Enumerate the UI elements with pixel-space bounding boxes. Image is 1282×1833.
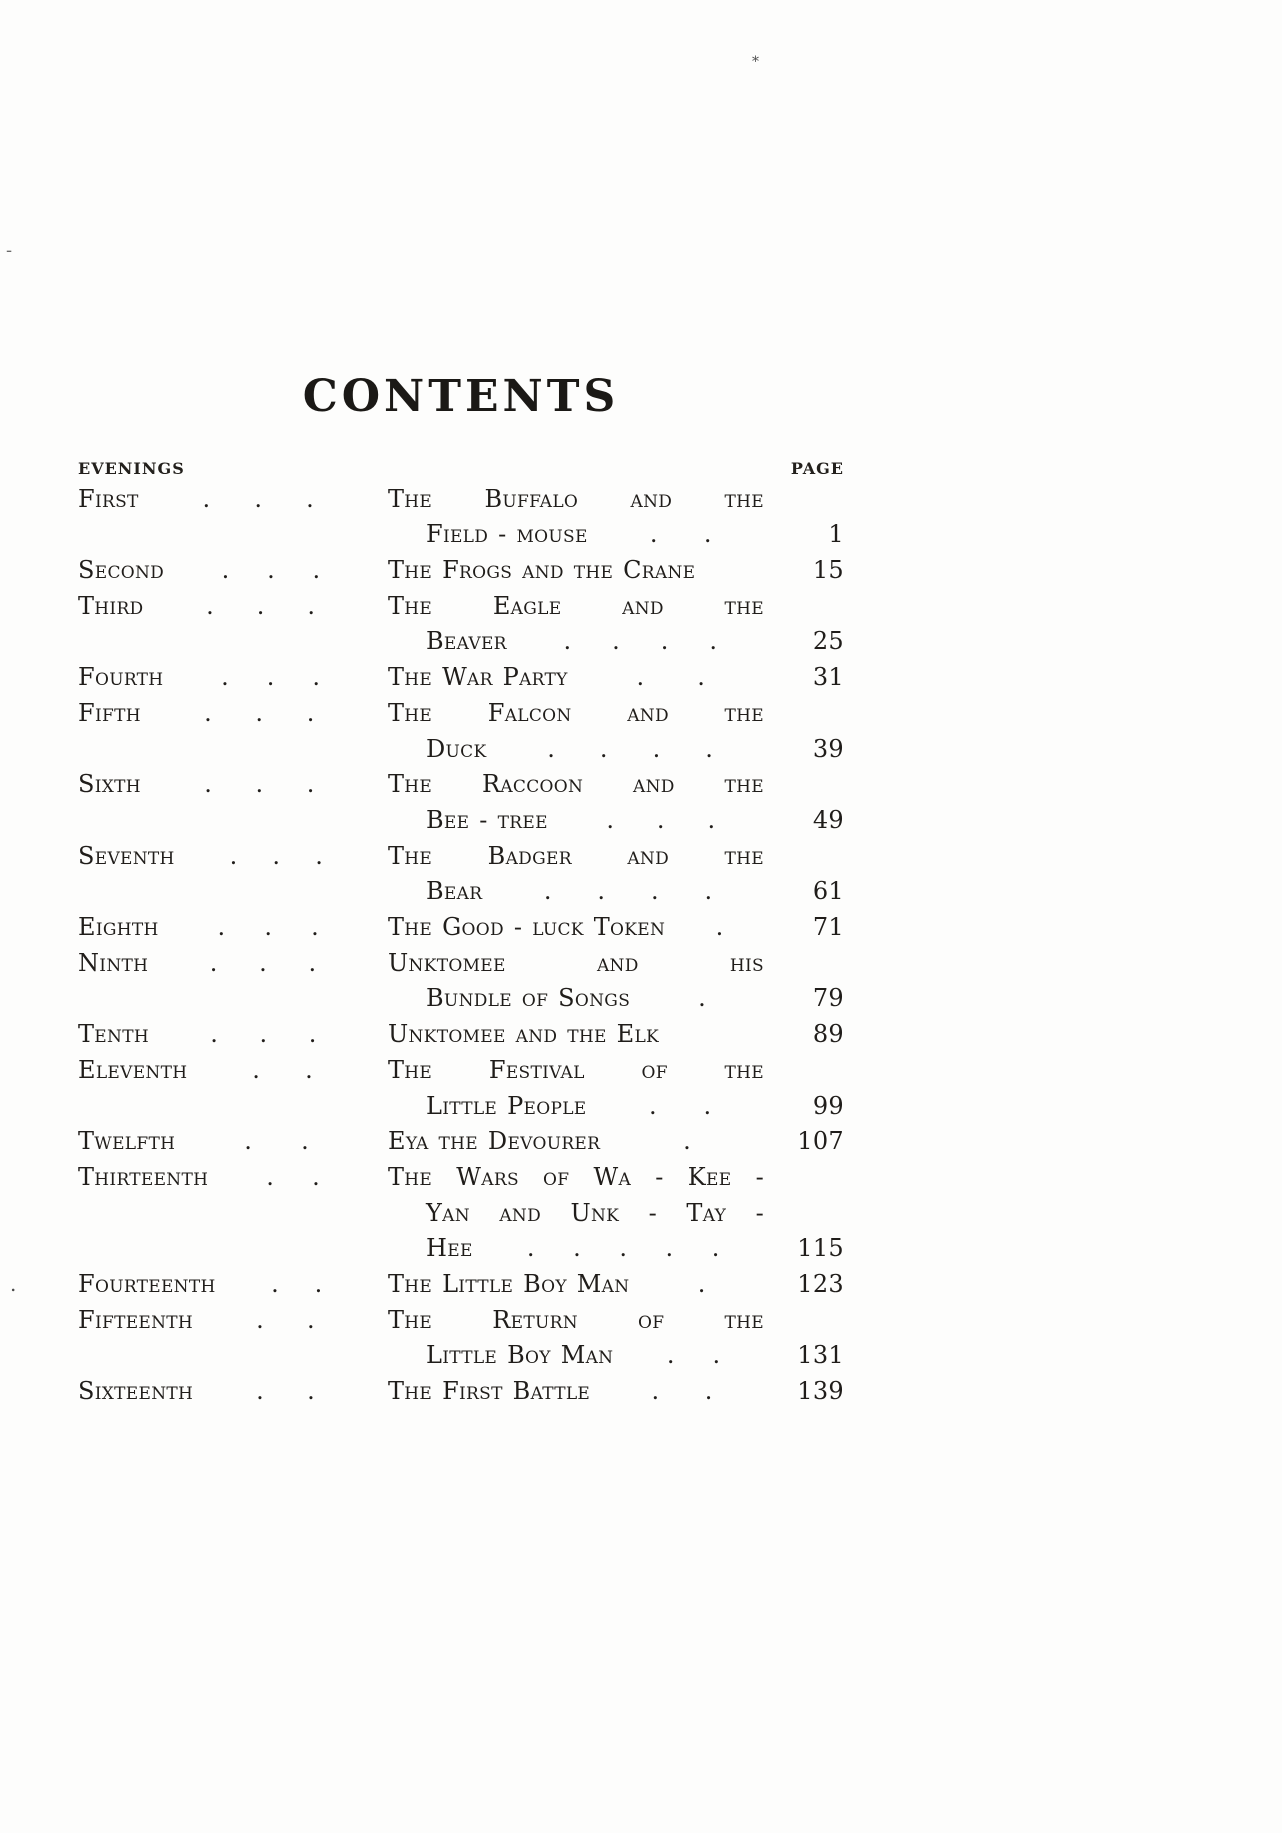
leader-dot: . — [307, 1377, 316, 1406]
leader-dots — [604, 517, 758, 553]
toc-row — [78, 981, 844, 1017]
leader-dot: . — [266, 1162, 275, 1191]
toc-row — [78, 1160, 844, 1196]
leader-dot: . — [254, 484, 263, 513]
evening-cell — [78, 946, 388, 982]
leader-dot: . — [715, 913, 724, 942]
leader-dot: . — [255, 698, 264, 727]
toc-row — [78, 482, 844, 518]
toc-row — [78, 624, 844, 660]
print-artifact-asterisk: * — [752, 54, 759, 70]
story-title: Little People — [426, 1091, 587, 1120]
page-number: 89 — [812, 1020, 844, 1049]
leader-dot: . — [547, 734, 556, 763]
leader-dot: . — [256, 1377, 265, 1406]
toc-row — [78, 874, 844, 910]
leader-dots — [179, 910, 358, 946]
title-cell — [388, 946, 764, 982]
print-artifact-dash: - — [6, 240, 13, 261]
leader-dot: . — [301, 1127, 310, 1156]
leader-dot: . — [704, 1377, 713, 1406]
page-number: 115 — [797, 1234, 844, 1263]
evening-cell — [78, 1124, 388, 1160]
leader-dots — [498, 874, 758, 910]
evening-cell — [78, 482, 388, 518]
leader-dot: . — [307, 591, 316, 620]
toc-row — [78, 946, 844, 982]
evening-cell — [78, 1053, 388, 1089]
story-title: The Raccoon and the — [388, 770, 764, 799]
leader-dot: . — [619, 1234, 628, 1263]
leader-dot: . — [314, 1270, 323, 1299]
page-number: 1 — [828, 520, 844, 549]
evening-ordinal: Sixteenth — [78, 1377, 194, 1406]
leader-dots — [606, 1374, 758, 1410]
toc-rows — [78, 482, 844, 1410]
leader-dot: . — [221, 556, 230, 584]
toc-row — [78, 1303, 844, 1339]
leader-dot: . — [697, 1270, 706, 1299]
page-number: 79 — [812, 984, 844, 1013]
leader-dots — [523, 624, 758, 660]
page-number: 131 — [797, 1341, 844, 1370]
leader-dot: . — [649, 520, 658, 549]
title-cell — [388, 482, 764, 518]
leader-dots — [169, 1017, 358, 1053]
leader-dots — [603, 1089, 758, 1125]
leader-dot: . — [229, 841, 238, 870]
story-title: The Badger and the — [388, 841, 764, 870]
story-title: Bundle of Songs — [426, 984, 631, 1013]
story-title: Hee — [426, 1234, 473, 1263]
leader-dot: . — [305, 1055, 314, 1084]
title-cell — [388, 767, 764, 803]
story-title: The Wars of Wa - Kee - — [388, 1162, 764, 1191]
leader-dot: . — [206, 591, 215, 620]
leader-dot: . — [221, 663, 230, 692]
title-cell — [388, 732, 764, 768]
leader-dot: . — [272, 841, 281, 870]
evening-cell — [78, 1017, 388, 1053]
print-artifact-dot: . — [10, 1272, 17, 1296]
leader-dot: . — [259, 1020, 268, 1049]
leader-dot: . — [308, 1020, 317, 1049]
title-cell — [388, 1196, 764, 1232]
evening-cell — [78, 1303, 388, 1339]
leader-dot: . — [217, 913, 226, 942]
evening-cell — [78, 553, 388, 589]
leader-dot: . — [271, 1270, 280, 1299]
evening-ordinal: Fourth — [78, 663, 164, 692]
page-number: 107 — [797, 1127, 844, 1156]
title-cell — [388, 803, 764, 839]
leader-dot: . — [202, 484, 211, 513]
leader-dots — [681, 910, 758, 946]
leader-dot: . — [312, 663, 321, 692]
leader-dot: . — [306, 698, 315, 727]
toc-row — [78, 910, 844, 946]
leader-dot: . — [308, 948, 317, 977]
evening-ordinal: Tenth — [78, 1020, 149, 1049]
page-number: 39 — [812, 734, 844, 763]
leader-dots — [213, 1374, 358, 1410]
leader-dot: . — [312, 556, 321, 584]
story-title: The First Battle — [388, 1377, 591, 1406]
page-number: 15 — [812, 556, 844, 584]
leader-dot: . — [311, 913, 320, 942]
story-title: Duck — [426, 734, 487, 763]
title-cell — [388, 1231, 764, 1267]
leader-dots — [161, 696, 358, 732]
title-cell — [388, 1124, 764, 1160]
title-cell — [388, 874, 764, 910]
story-title: Eya the Devourer — [388, 1127, 601, 1156]
leader-dot: . — [259, 948, 268, 977]
toc-row — [78, 1124, 844, 1160]
leader-dot: . — [543, 877, 552, 906]
toc-row — [78, 696, 844, 732]
title-cell — [388, 696, 764, 732]
leader-dot: . — [651, 1377, 660, 1406]
leader-dots — [629, 1338, 758, 1374]
leader-dot: . — [252, 1055, 261, 1084]
leader-dot: . — [683, 1127, 692, 1156]
leader-dot: . — [306, 770, 315, 799]
leader-dot: . — [204, 698, 213, 727]
toc-row — [78, 660, 844, 696]
story-title: Field - mouse — [426, 520, 588, 549]
page-number: 61 — [812, 877, 844, 906]
title-cell — [388, 553, 764, 589]
evening-cell — [78, 767, 388, 803]
title-cell — [388, 660, 764, 696]
evening-ordinal: First — [78, 484, 139, 513]
title-cell — [388, 1267, 764, 1303]
toc-row — [78, 517, 844, 553]
leader-dots — [489, 1231, 758, 1267]
leader-dot: . — [707, 805, 716, 834]
table-of-contents — [78, 372, 844, 1410]
story-title: The Good - luck Token — [388, 913, 666, 942]
toc-row — [78, 589, 844, 625]
leader-dots — [183, 660, 358, 696]
evening-ordinal: Fifteenth — [78, 1305, 194, 1334]
evening-cell — [78, 839, 388, 875]
leader-dot: . — [315, 841, 324, 870]
leader-dot: . — [573, 1234, 582, 1263]
evening-ordinal: Twelfth — [78, 1127, 176, 1156]
toc-row — [78, 1089, 844, 1125]
leader-dot: . — [266, 663, 275, 692]
toc-column-headers — [78, 459, 844, 478]
title-cell — [388, 1053, 764, 1089]
evening-ordinal: Eighth — [78, 913, 159, 942]
leader-dot: . — [665, 1234, 674, 1263]
toc-row — [78, 1017, 844, 1053]
page-number: 99 — [812, 1091, 844, 1120]
page-number: 123 — [797, 1270, 844, 1299]
leader-dot: . — [709, 627, 718, 656]
toc-row — [78, 1231, 844, 1267]
leader-dot: . — [703, 1091, 712, 1120]
leader-dot: . — [704, 877, 713, 906]
story-title: Bear — [426, 877, 483, 906]
story-title: The Falcon and the — [388, 698, 764, 727]
leader-dot: . — [636, 663, 645, 692]
evening-cell — [78, 696, 388, 732]
leader-dot: . — [526, 1234, 535, 1263]
story-title: Little Boy Man — [426, 1341, 614, 1370]
toc-row — [78, 1053, 844, 1089]
page-number: 25 — [812, 627, 844, 656]
leader-dots — [207, 1053, 358, 1089]
leader-dot: . — [597, 877, 606, 906]
toc-row — [78, 732, 844, 768]
title-cell — [388, 1160, 764, 1196]
evening-ordinal: Eleventh — [78, 1055, 188, 1084]
leader-dot: . — [210, 1020, 219, 1049]
toc-row — [78, 1196, 844, 1232]
column-header-page: PAGE — [790, 458, 844, 478]
leader-dot: . — [563, 627, 572, 656]
leader-dot: . — [705, 734, 714, 763]
leader-dot: . — [209, 948, 218, 977]
title-cell — [388, 624, 764, 660]
leader-dots — [645, 1267, 758, 1303]
page-number: 71 — [812, 913, 844, 942]
leader-dot: . — [256, 591, 265, 620]
leader-dots — [584, 660, 758, 696]
story-title: Beaver — [426, 627, 507, 656]
evening-ordinal: Ninth — [78, 948, 149, 977]
story-title: The Little Boy Man — [388, 1270, 630, 1299]
leader-dots — [646, 981, 758, 1017]
leader-dots — [213, 1303, 358, 1339]
leader-dot: . — [666, 1341, 675, 1370]
toc-row — [78, 839, 844, 875]
story-title: Unktomee and the Elk — [388, 1020, 660, 1049]
leader-dot: . — [256, 1305, 265, 1334]
toc-row — [78, 1267, 844, 1303]
evening-ordinal: Third — [78, 591, 144, 620]
toc-row — [78, 803, 844, 839]
leader-dot: . — [204, 770, 213, 799]
leader-dot: . — [267, 556, 276, 584]
column-header-evenings: EVENINGS — [78, 458, 185, 478]
leader-dot: . — [649, 1091, 657, 1120]
title-cell — [388, 1303, 764, 1339]
title-cell — [388, 910, 764, 946]
leader-dot: . — [703, 520, 712, 549]
leader-dot: . — [599, 734, 608, 763]
toc-row — [78, 1338, 844, 1374]
leader-dot: . — [656, 805, 665, 834]
evening-cell — [78, 660, 388, 696]
leader-dots — [616, 1124, 758, 1160]
leader-dot: . — [255, 770, 264, 799]
page-title: CONTENTS — [302, 371, 620, 422]
toc-row — [78, 767, 844, 803]
leader-dot: . — [660, 627, 669, 656]
leader-dot: . — [307, 1305, 315, 1334]
toc-row — [78, 553, 844, 589]
leader-dots — [195, 1124, 358, 1160]
evening-cell — [78, 910, 388, 946]
leader-dots — [236, 1267, 358, 1303]
page-number: 31 — [812, 663, 844, 692]
leader-dot: . — [312, 1162, 321, 1191]
story-title: The Frogs and the Crane — [388, 556, 696, 584]
leader-dots — [184, 553, 358, 589]
evening-cell — [78, 1267, 388, 1303]
leader-dots — [228, 1160, 358, 1196]
evening-cell — [78, 1160, 388, 1196]
evening-ordinal: Seventh — [78, 841, 175, 870]
title-cell — [388, 981, 764, 1017]
story-title: The Festival of the — [388, 1055, 764, 1084]
leader-dots — [502, 732, 758, 768]
page-number: 49 — [812, 805, 844, 834]
leader-dot: . — [264, 913, 273, 942]
story-title: The Return of the — [388, 1305, 764, 1334]
leader-dot: . — [650, 877, 659, 906]
leader-dot: . — [606, 805, 615, 834]
leader-dots — [163, 589, 358, 625]
leader-dot: . — [244, 1127, 253, 1156]
toc-row — [78, 1374, 844, 1410]
evening-ordinal: Sixth — [78, 770, 141, 799]
evening-ordinal: Second — [78, 556, 165, 584]
leader-dot: . — [306, 484, 315, 513]
leader-dots — [564, 803, 758, 839]
story-title: The Buffalo and the — [388, 484, 764, 513]
leader-dot: . — [711, 1234, 720, 1263]
story-title: The Eagle and the — [388, 591, 764, 620]
evening-ordinal: Thirteenth — [78, 1162, 209, 1191]
evening-ordinal: Fifth — [78, 698, 141, 727]
leader-dots — [159, 482, 358, 518]
leader-dot: . — [698, 984, 707, 1013]
leader-dot: . — [712, 1341, 721, 1370]
title-cell — [388, 1017, 764, 1053]
story-title: Yan and Unk - Tay - — [426, 1198, 764, 1227]
evening-cell — [78, 589, 388, 625]
leader-dots — [168, 946, 358, 982]
leader-dot: . — [612, 627, 621, 656]
page-number: 139 — [797, 1377, 844, 1406]
leader-dot: . — [697, 663, 706, 692]
evening-ordinal: Fourteenth — [78, 1270, 216, 1299]
story-title: The War Party — [388, 663, 568, 692]
story-title: Unktomee and his — [388, 948, 764, 977]
leader-dot: . — [652, 734, 661, 763]
leader-dots — [161, 767, 358, 803]
title-cell — [388, 589, 764, 625]
title-cell — [388, 1089, 764, 1125]
title-cell — [388, 1374, 764, 1410]
story-title: Bee - tree — [426, 805, 548, 834]
title-cell — [388, 839, 764, 875]
title-cell — [388, 517, 764, 553]
evening-cell — [78, 1374, 388, 1410]
leader-dots — [195, 839, 358, 875]
title-cell — [388, 1338, 764, 1374]
